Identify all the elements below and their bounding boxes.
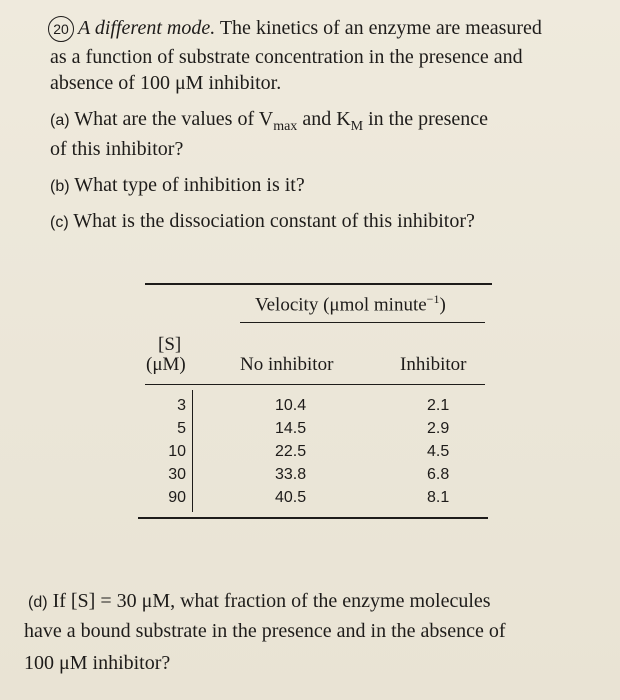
table-cell-no-inhibitor: 33.8 [275,466,307,483]
question-title: A different mode. [78,17,216,39]
table-cell-no-inhibitor: 14.5 [275,420,307,437]
table-cell-s: 5 [177,420,186,437]
table-top-rule [145,283,492,285]
part-b-text: What type of inhibition is it? [74,174,305,196]
part-b-marker: (b) [50,178,70,195]
column-header-inhibitor: Inhibitor [400,354,467,375]
s-header-line-2: (μM) [146,354,186,375]
part-d-line-3: 100 μM inhibitor? [24,652,171,674]
table-cell-s: 30 [168,466,186,483]
table-cell-inhibitor: 8.1 [427,489,450,506]
velocity-header: Velocity (μmol minute$^{-1}$) [255,292,446,316]
table-cell-inhibitor: 6.8 [427,466,450,483]
column-header-no-inhibitor: No inhibitor [240,354,334,375]
intro-line-1: The kinetics of an enzyme are measured [219,17,542,39]
part-a-line-2: of this inhibitor? [50,138,184,160]
table-cell-no-inhibitor: 10.4 [275,397,307,414]
header-bottom-rule [145,384,485,385]
part-c-marker: (c) [50,214,69,231]
table-cell-no-inhibitor: 40.5 [275,489,307,506]
intro-line-2: as a function of substrate concentration in the presence and [50,46,523,68]
part-d-line-1: (d) If [S] = 30 μM, what fraction of the enzyme molecules [28,590,491,612]
table-cell-no-inhibitor: 22.5 [275,443,307,460]
table-cell-s: 3 [177,397,186,414]
part-d-marker: (d) [28,594,48,611]
table-bottom-rule [138,517,488,519]
intro-line-3: absence of 100 μM inhibitor. [50,72,282,94]
table-vertical-rule [192,390,193,512]
table-cell-s: 10 [168,443,186,460]
no-inhibitor-column [275,394,306,509]
part-d-line-2: have a bound substrate in the presence and in the absence of [24,620,506,642]
question-number: 20 [48,16,74,42]
part-c-text: What is the dissociation constant of this inhibitor? [73,210,475,232]
part-a-marker: (a) [50,112,70,129]
part-a-line-1: (a) What are the values of $V_{max}$ and $K_M$ in the presence [50,108,489,134]
table-cell-inhibitor: 4.5 [427,443,450,460]
table-cell-inhibitor: 2.1 [427,397,450,414]
s-column [150,394,186,509]
question-heading-line [48,16,542,42]
table-cell-inhibitor: 2.9 [427,420,450,437]
inhibitor-column [427,394,449,509]
s-header-line-1: [S] [158,334,182,355]
part-b [50,174,305,197]
part-c [50,210,475,233]
velocity-header-rule [240,322,485,323]
table-cell-s: 90 [168,489,186,506]
